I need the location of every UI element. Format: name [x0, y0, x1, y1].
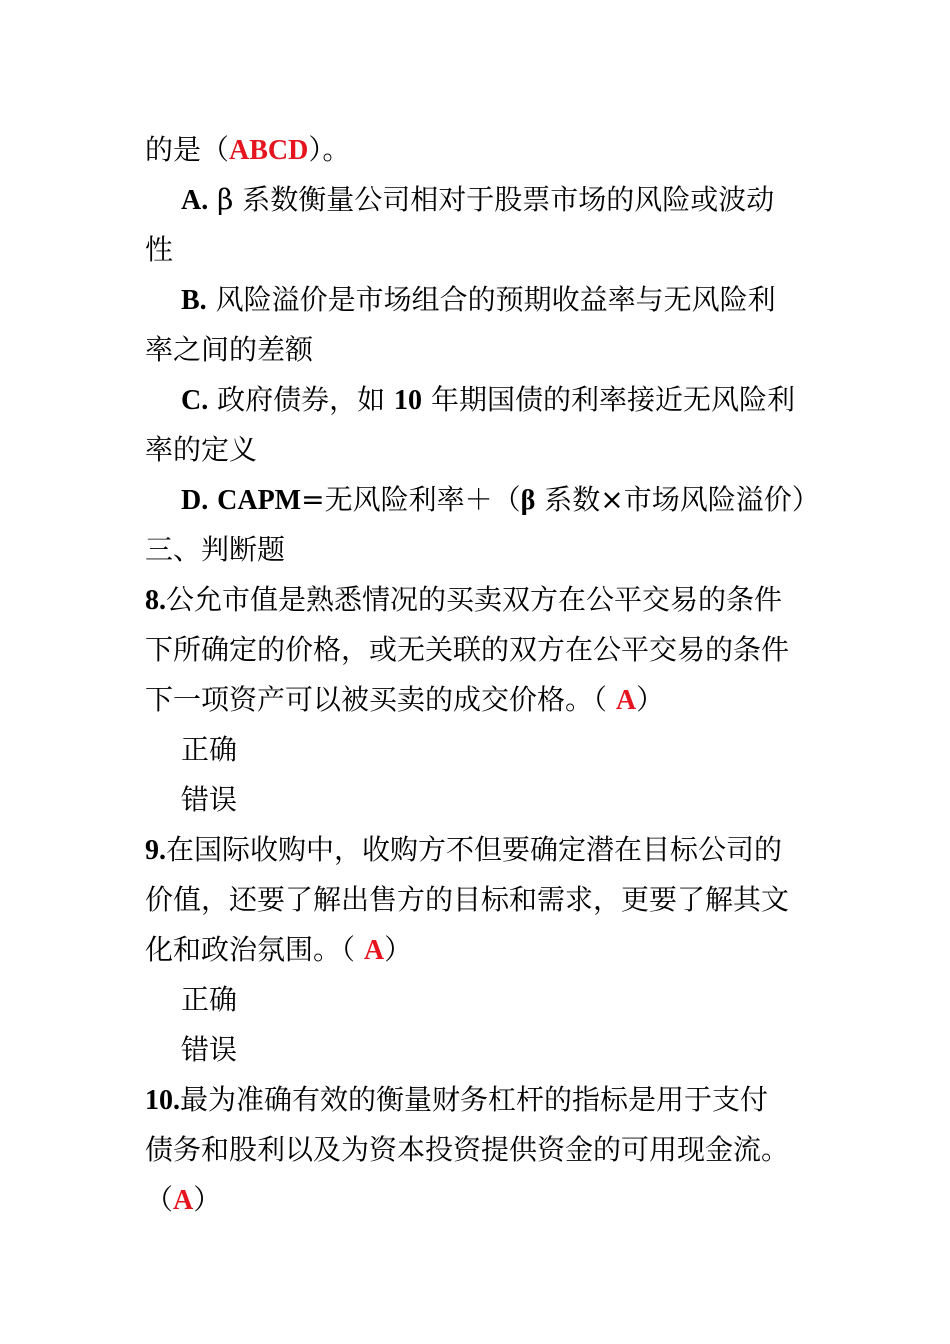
stem-text: 的是（	[145, 133, 230, 166]
option-text: =无风险利率＋（	[301, 483, 521, 516]
answer-close: ）	[384, 933, 413, 966]
answer-text: A	[615, 685, 637, 716]
option-b-continued	[145, 330, 313, 370]
question-number: 8.	[145, 585, 166, 616]
question-text: 在国际收购中，收购方不但要确定潜在目标公司的	[166, 833, 783, 866]
answer-close: ）	[193, 1183, 222, 1216]
choice-wrong: 错误	[181, 1033, 238, 1066]
option-space	[208, 483, 217, 516]
question8-line2: 下所确定的价格，或无关联的双方在公平交易的条件	[145, 633, 790, 666]
question10-line3	[145, 1180, 221, 1220]
choice-correct: 正确	[181, 983, 238, 1016]
answer-text: ABCD	[229, 135, 309, 166]
option-number: 10	[394, 385, 423, 416]
option-a	[181, 180, 774, 220]
option-letter: C.	[181, 385, 209, 416]
option-b	[181, 280, 776, 320]
stem-text-end: ）。	[308, 133, 351, 166]
question8-line1	[145, 580, 782, 620]
option-beta: β	[520, 485, 536, 516]
question-number: 10.	[145, 1085, 180, 1116]
question-number: 9.	[145, 835, 166, 866]
choice-wrong: 错误	[181, 783, 238, 816]
option-c	[181, 380, 795, 420]
choice-correct: 正确	[181, 733, 238, 766]
question8-line3	[145, 680, 664, 720]
option-text-end: 年期国债的利率接近无风险利	[422, 383, 795, 416]
question-text: 下一项资产可以被买卖的成交价格。（	[145, 683, 616, 716]
option-letter: A.	[181, 185, 209, 216]
option-capm: CAPM	[217, 485, 302, 516]
question7-stem-end	[145, 130, 350, 170]
question9-line2: 价值，还要了解出售方的目标和需求，更要了解其文	[145, 883, 790, 916]
option-text: 率的定义	[145, 433, 258, 466]
question-text: 最为准确有效的衡量财务杠杆的指标是用于支付	[180, 1083, 769, 1116]
option-c-continued	[145, 430, 257, 470]
answer-close: ）	[636, 683, 665, 716]
section-title: 三、判断题	[145, 533, 286, 566]
question-text: 公允市值是熟悉情况的买卖双方在公平交易的条件	[166, 583, 783, 616]
option-text: β 系数衡量公司相对于股票市场的风险或波动	[208, 183, 775, 216]
option-text: 政府债券，如	[208, 383, 395, 416]
option-text: 率之间的差额	[145, 333, 314, 366]
question10-line2: 债务和股利以及为资本投资提供资金的可用现金流。	[145, 1133, 790, 1166]
option-text: 性	[145, 233, 174, 266]
question-text: （	[145, 1183, 174, 1216]
option-a-continued	[145, 230, 173, 270]
option-text-end: 系数×市场风险溢价）	[535, 483, 820, 516]
option-letter: D.	[181, 485, 209, 516]
question-text: 化和政治氛围。（	[145, 933, 364, 966]
option-d	[181, 480, 820, 520]
answer-text: A	[363, 935, 385, 966]
option-letter: B.	[181, 285, 207, 316]
question9-line3	[145, 930, 412, 970]
answer-text: A	[173, 1185, 194, 1216]
option-text: 风险溢价是市场组合的预期收益率与无风险利	[206, 283, 776, 316]
question9-line1	[145, 830, 782, 870]
question10-line1	[145, 1080, 768, 1120]
